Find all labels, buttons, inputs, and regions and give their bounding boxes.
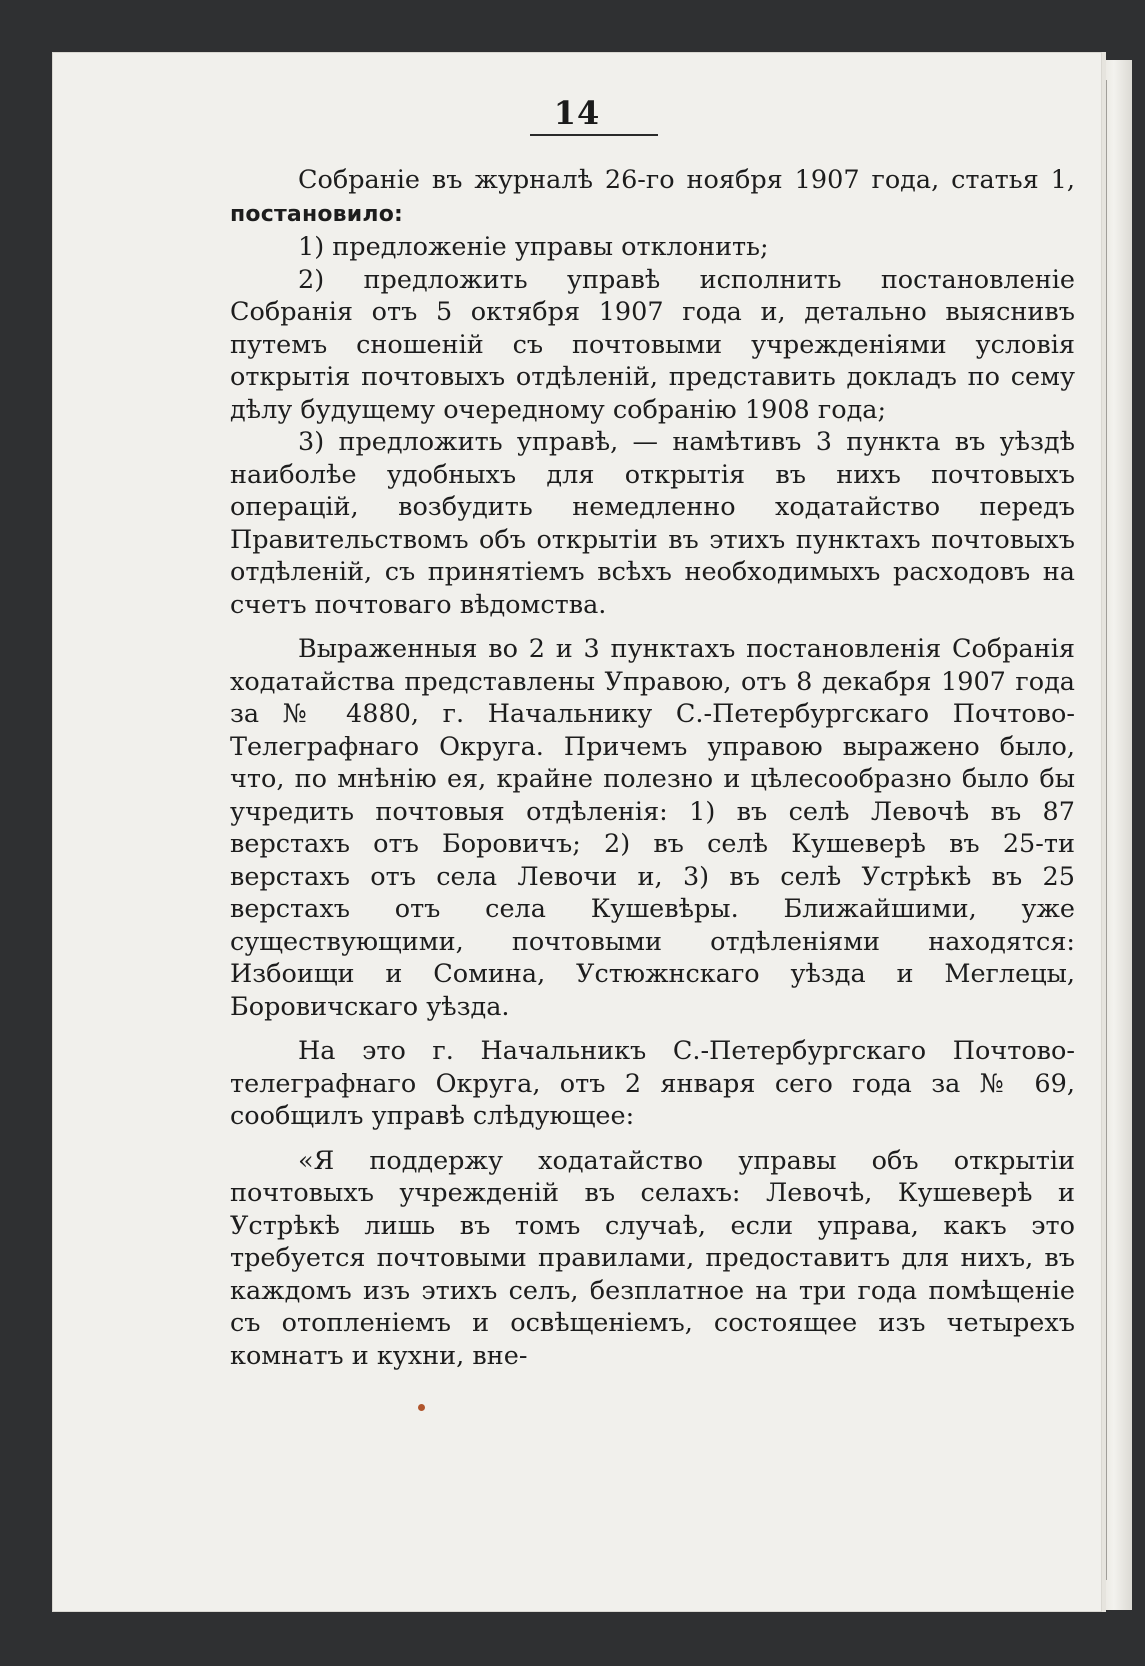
page-binding-shadow [1104,80,1107,1580]
paragraph-petitions: Выраженныя во 2 и 3 пунктахъ постановленія Собранія ходатайства представлены Управою, отъ 8 декабря 1907 года за № 4880, г. Начальнику С.-Петербургскаго Почтово-Телеграфнаго Округа. Причемъ управою выражено было, что, по мнѣнію ея, крайне полезно и цѣлесообразно было бы учредить почтовыя отдѣленія: 1) въ селѣ Левочѣ въ 87 верстахъ отъ Боровичъ; 2) въ селѣ Кушеверѣ въ 25-ти верстахъ отъ села Левочи и, 3) въ селѣ Устрѣкѣ въ 25 верстахъ отъ села Кушевѣры. Ближайшими, уже существующими, почтовыми отдѣленіями находятся: Избоищи и Сомина, Устюжнскаго уѣзда и Меглецы, Боровичскаго уѣзда. [230,634,1075,1022]
document-page [52,52,1102,1612]
page-number: 14 [553,94,601,132]
page-body [230,164,1075,1372]
intro-text: Собраніе въ журналѣ 26-го ноября 1907 года, статья 1, [298,165,1075,195]
paragraph-quote: «Я поддержу ходатайство управы объ открытіи почтовыхъ учрежденій въ селахъ: Левочѣ, Кушеверѣ и Устрѣкѣ лишь въ томъ случаѣ, если управа, какъ это требуется почтовыми правилами, предоставитъ для нихъ, въ каждомъ изъ этихъ селъ, безплатное на три года помѣщеніе съ отопленіемъ и освѣщеніемъ, состоящее изъ четырехъ комнатъ и кухни, вне- [230,1145,1075,1371]
resolution-item-2: 2) предложить управѣ исполнить постановленіе Собранія отъ 5 октября 1907 года и, детально выяснивъ путемъ сношеній съ почтовыми учрежденіями условія открытія почтовыхъ отдѣленій, представить докладъ по сему дѣлу будущему очередному собранію 1908 года; [230,264,1075,425]
resolution-item-1: 1) предложеніе управы отклонить; [298,232,769,262]
paragraph-intro [230,164,1075,231]
page-number-rule [530,134,658,136]
resolution-item-3: 3) предложить управѣ, — намѣтивъ 3 пункта въ уѣздѣ наиболѣе удобныхъ для открытія въ нихъ почтовыхъ операцій, возбудить немедленно ходатайство передъ Правительствомъ объ открытіи въ этихъ пунктахъ почтовыхъ отдѣленій, съ принятіемъ всѣхъ необходимыхъ расходовъ на счетъ почтоваго вѣдомства. [230,427,1075,620]
resolution-keyword: постановило: [230,201,404,227]
paragraph-reply-intro: На это г. Начальникъ С.-Петербургскаго Почтово-телеграфнаго Округа, отъ 2 января сего года за № 69, сообщилъ управѣ слѣдующее: [230,1036,1075,1131]
ink-spot-mark [418,1404,425,1411]
